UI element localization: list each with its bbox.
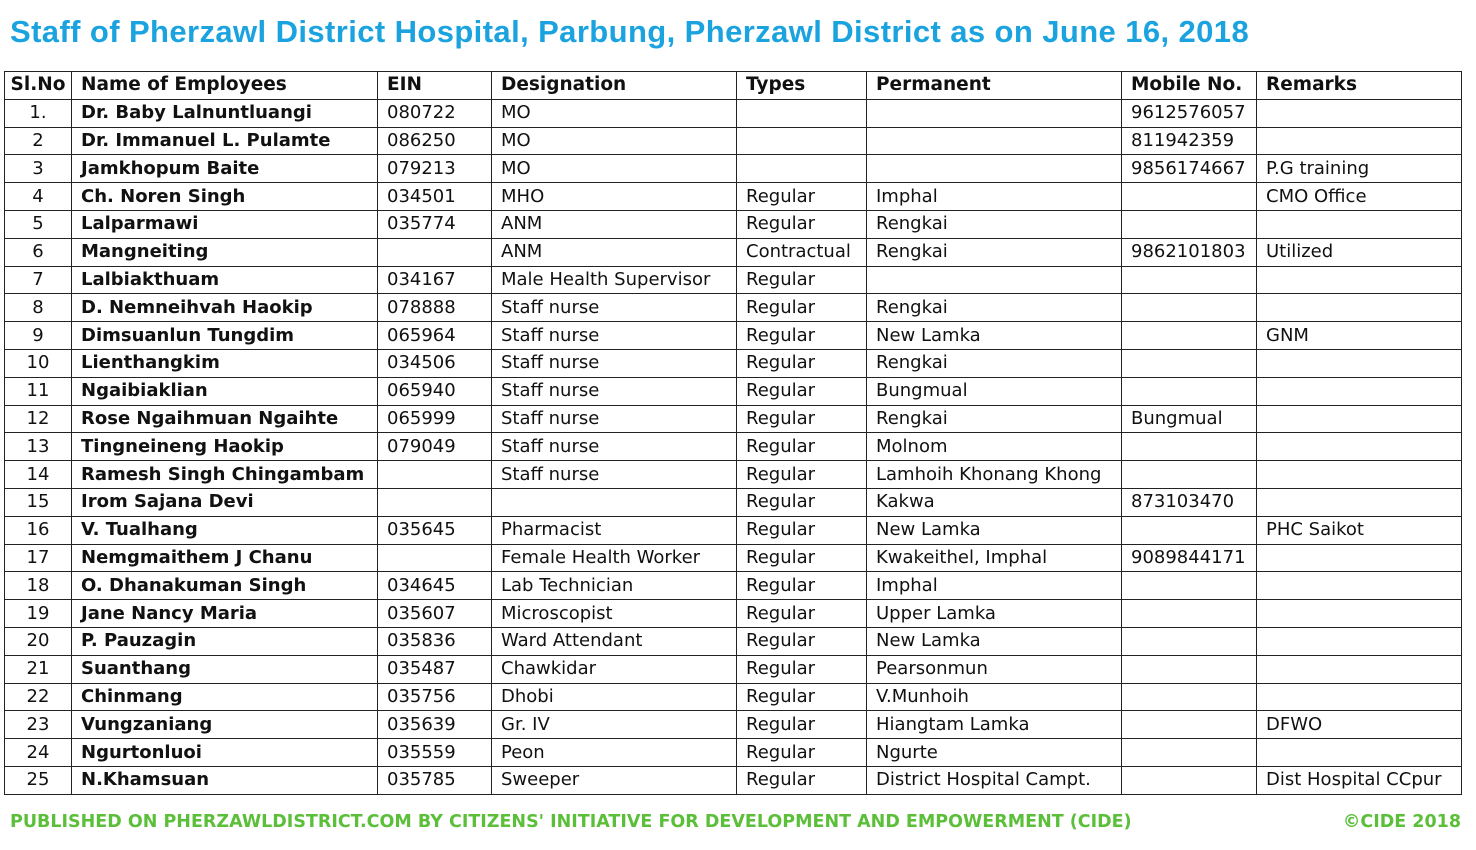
publisher-credit: PUBLISHED ON PHERZAWLDISTRICT.COM BY CITIZENS' INITIATIVE FOR DEVELOPMENT AND EMPOWERMENT (CIDE) [10, 812, 1132, 832]
cell-mobile: 9612576057 [1122, 99, 1257, 127]
cell-remarks [1257, 655, 1462, 683]
cell-remarks: DFWO [1257, 711, 1462, 739]
cell-permanent: Rengkai [867, 405, 1122, 433]
cell-type [737, 99, 867, 127]
cell-sl-no: 4 [5, 183, 72, 211]
table-row [5, 655, 1462, 683]
cell-remarks: CMO Office [1257, 183, 1462, 211]
cell-mobile [1122, 322, 1257, 350]
cell-permanent [867, 99, 1122, 127]
cell-ein [378, 544, 492, 572]
header-name: Name of Employees [72, 72, 378, 100]
cell-mobile [1122, 766, 1257, 794]
cell-permanent: Pearsonmun [867, 655, 1122, 683]
cell-ein [378, 488, 492, 516]
cell-remarks [1257, 461, 1462, 489]
cell-mobile [1122, 461, 1257, 489]
cell-permanent: District Hospital Campt. [867, 766, 1122, 794]
cell-mobile: 9862101803 [1122, 238, 1257, 266]
cell-sl-no: 15 [5, 488, 72, 516]
header-ein: EIN [378, 72, 492, 100]
cell-name: O. Dhanakuman Singh [72, 572, 378, 600]
table-row [5, 516, 1462, 544]
cell-mobile [1122, 572, 1257, 600]
cell-type: Regular [737, 461, 867, 489]
cell-ein: 086250 [378, 127, 492, 155]
cell-type: Regular [737, 572, 867, 600]
cell-designation: ANM [492, 210, 737, 238]
cell-remarks: PHC Saikot [1257, 516, 1462, 544]
cell-remarks [1257, 488, 1462, 516]
staff-table [4, 71, 1462, 795]
cell-name: Jane Nancy Maria [72, 600, 378, 628]
cell-permanent: New Lamka [867, 322, 1122, 350]
cell-type: Regular [737, 488, 867, 516]
table-row [5, 544, 1462, 572]
header-types: Types [737, 72, 867, 100]
cell-permanent [867, 155, 1122, 183]
cell-designation: Staff nurse [492, 377, 737, 405]
table-row [5, 322, 1462, 350]
cell-designation: Staff nurse [492, 433, 737, 461]
cell-type [737, 155, 867, 183]
cell-type: Regular [737, 322, 867, 350]
cell-name: Dimsuanlun Tungdim [72, 322, 378, 350]
cell-permanent: Imphal [867, 183, 1122, 211]
cell-permanent: Kwakeithel, Imphal [867, 544, 1122, 572]
cell-mobile [1122, 600, 1257, 628]
cell-name: Lalparmawi [72, 210, 378, 238]
cell-type: Regular [737, 349, 867, 377]
table-row [5, 349, 1462, 377]
cell-designation: Staff nurse [492, 294, 737, 322]
cell-permanent: New Lamka [867, 627, 1122, 655]
cell-sl-no: 23 [5, 711, 72, 739]
cell-type: Regular [737, 516, 867, 544]
table-row [5, 572, 1462, 600]
cell-remarks [1257, 349, 1462, 377]
table-row [5, 711, 1462, 739]
cell-sl-no: 19 [5, 600, 72, 628]
table-row [5, 461, 1462, 489]
cell-remarks [1257, 600, 1462, 628]
cell-permanent: Upper Lamka [867, 600, 1122, 628]
cell-name: Chinmang [72, 683, 378, 711]
table-row [5, 377, 1462, 405]
cell-designation: MO [492, 155, 737, 183]
cell-ein: 034501 [378, 183, 492, 211]
table-row [5, 99, 1462, 127]
cell-mobile [1122, 683, 1257, 711]
cell-type: Regular [737, 739, 867, 767]
cell-name: Ngurtonluoi [72, 739, 378, 767]
cell-remarks [1257, 99, 1462, 127]
cell-permanent: Rengkai [867, 210, 1122, 238]
cell-ein: 035756 [378, 683, 492, 711]
cell-designation: MHO [492, 183, 737, 211]
table-row [5, 766, 1462, 794]
cell-remarks: Utilized [1257, 238, 1462, 266]
cell-name: Suanthang [72, 655, 378, 683]
cell-name: Irom Sajana Devi [72, 488, 378, 516]
cell-remarks [1257, 544, 1462, 572]
cell-sl-no: 5 [5, 210, 72, 238]
cell-designation: Peon [492, 739, 737, 767]
cell-sl-no: 22 [5, 683, 72, 711]
cell-ein: 065940 [378, 377, 492, 405]
cell-ein: 034645 [378, 572, 492, 600]
cell-type: Regular [737, 627, 867, 655]
cell-mobile: 9089844171 [1122, 544, 1257, 572]
cell-ein: 065999 [378, 405, 492, 433]
table-row [5, 488, 1462, 516]
cell-name: Dr. Baby Lalnuntluangi [72, 99, 378, 127]
cell-designation: Lab Technician [492, 572, 737, 600]
cell-sl-no: 12 [5, 405, 72, 433]
cell-type: Regular [737, 600, 867, 628]
cell-mobile: 9856174667 [1122, 155, 1257, 183]
cell-remarks: Dist Hospital CCpur [1257, 766, 1462, 794]
cell-ein: 035559 [378, 739, 492, 767]
cell-permanent: Lamhoih Khonang Khong [867, 461, 1122, 489]
cell-mobile [1122, 433, 1257, 461]
cell-name: Tingneineng Haokip [72, 433, 378, 461]
cell-remarks [1257, 377, 1462, 405]
cell-name: D. Nemneihvah Haokip [72, 294, 378, 322]
cell-permanent: Hiangtam Lamka [867, 711, 1122, 739]
cell-sl-no: 16 [5, 516, 72, 544]
cell-remarks [1257, 127, 1462, 155]
cell-mobile [1122, 183, 1257, 211]
table-row [5, 433, 1462, 461]
table-row [5, 294, 1462, 322]
cell-ein [378, 461, 492, 489]
cell-sl-no: 21 [5, 655, 72, 683]
cell-designation: Dhobi [492, 683, 737, 711]
cell-ein: 035645 [378, 516, 492, 544]
cell-ein [378, 238, 492, 266]
cell-ein: 034167 [378, 266, 492, 294]
cell-remarks: GNM [1257, 322, 1462, 350]
cell-type: Regular [737, 683, 867, 711]
header-remarks: Remarks [1257, 72, 1462, 100]
table-row [5, 683, 1462, 711]
cell-designation: Sweeper [492, 766, 737, 794]
cell-type: Regular [737, 210, 867, 238]
table-row [5, 238, 1462, 266]
cell-remarks [1257, 405, 1462, 433]
cell-sl-no: 17 [5, 544, 72, 572]
cell-sl-no: 11 [5, 377, 72, 405]
header-sl-no: Sl.No [5, 72, 72, 100]
cell-permanent: Bungmual [867, 377, 1122, 405]
cell-type: Regular [737, 544, 867, 572]
cell-mobile [1122, 266, 1257, 294]
table-row [5, 405, 1462, 433]
cell-sl-no: 14 [5, 461, 72, 489]
cell-remarks [1257, 433, 1462, 461]
table-row [5, 627, 1462, 655]
cell-type: Regular [737, 183, 867, 211]
cell-ein: 065964 [378, 322, 492, 350]
cell-permanent [867, 266, 1122, 294]
cell-name: Ramesh Singh Chingambam [72, 461, 378, 489]
table-row [5, 739, 1462, 767]
cell-mobile [1122, 655, 1257, 683]
cell-sl-no: 6 [5, 238, 72, 266]
cell-type: Regular [737, 405, 867, 433]
cell-sl-no: 2 [5, 127, 72, 155]
cell-mobile [1122, 349, 1257, 377]
cell-sl-no: 25 [5, 766, 72, 794]
cell-ein: 035487 [378, 655, 492, 683]
cell-sl-no: 10 [5, 349, 72, 377]
cell-sl-no: 7 [5, 266, 72, 294]
cell-designation: Ward Attendant [492, 627, 737, 655]
cell-type: Regular [737, 766, 867, 794]
header-mobile: Mobile No. [1122, 72, 1257, 100]
cell-designation: Male Health Supervisor [492, 266, 737, 294]
cell-designation: Chawkidar [492, 655, 737, 683]
copyright-notice: ©CIDE 2018 [1342, 812, 1461, 832]
staff-table-body [5, 99, 1462, 794]
cell-name: Lalbiakthuam [72, 266, 378, 294]
cell-type: Regular [737, 433, 867, 461]
table-row [5, 127, 1462, 155]
cell-designation: Gr. IV [492, 711, 737, 739]
cell-designation: Female Health Worker [492, 544, 737, 572]
cell-type: Regular [737, 711, 867, 739]
cell-sl-no: 1. [5, 99, 72, 127]
cell-permanent: Kakwa [867, 488, 1122, 516]
cell-sl-no: 20 [5, 627, 72, 655]
cell-type [737, 127, 867, 155]
cell-permanent: New Lamka [867, 516, 1122, 544]
cell-designation: Pharmacist [492, 516, 737, 544]
header-permanent: Permanent [867, 72, 1122, 100]
header-designation: Designation [492, 72, 737, 100]
cell-mobile [1122, 739, 1257, 767]
cell-designation: Staff nurse [492, 322, 737, 350]
cell-ein: 035785 [378, 766, 492, 794]
cell-mobile: 811942359 [1122, 127, 1257, 155]
cell-remarks [1257, 683, 1462, 711]
cell-type: Regular [737, 655, 867, 683]
cell-permanent: Imphal [867, 572, 1122, 600]
cell-sl-no: 9 [5, 322, 72, 350]
cell-mobile [1122, 516, 1257, 544]
cell-ein: 079213 [378, 155, 492, 183]
cell-name: Ngaibiaklian [72, 377, 378, 405]
cell-designation: Staff nurse [492, 349, 737, 377]
cell-mobile [1122, 377, 1257, 405]
cell-ein: 080722 [378, 99, 492, 127]
cell-designation: MO [492, 127, 737, 155]
cell-permanent: V.Munhoih [867, 683, 1122, 711]
table-row [5, 266, 1462, 294]
cell-type: Contractual [737, 238, 867, 266]
cell-designation: Staff nurse [492, 405, 737, 433]
cell-type: Regular [737, 266, 867, 294]
cell-remarks [1257, 294, 1462, 322]
cell-remarks [1257, 739, 1462, 767]
cell-permanent: Rengkai [867, 349, 1122, 377]
cell-ein: 035639 [378, 711, 492, 739]
table-row [5, 155, 1462, 183]
cell-sl-no: 3 [5, 155, 72, 183]
cell-name: Mangneiting [72, 238, 378, 266]
cell-sl-no: 13 [5, 433, 72, 461]
cell-designation: Microscopist [492, 600, 737, 628]
cell-ein: 078888 [378, 294, 492, 322]
page-title: Staff of Pherzawl District Hospital, Parbung, Pherzawl District as on June 16, 2018 [10, 14, 1250, 49]
cell-remarks [1257, 627, 1462, 655]
cell-name: Nemgmaithem J Chanu [72, 544, 378, 572]
cell-name: N.Khamsuan [72, 766, 378, 794]
cell-name: Vungzaniang [72, 711, 378, 739]
cell-permanent: Ngurte [867, 739, 1122, 767]
cell-mobile: Bungmual [1122, 405, 1257, 433]
cell-name: P. Pauzagin [72, 627, 378, 655]
cell-name: Rose Ngaihmuan Ngaihte [72, 405, 378, 433]
cell-ein: 034506 [378, 349, 492, 377]
cell-ein: 079049 [378, 433, 492, 461]
cell-sl-no: 18 [5, 572, 72, 600]
cell-name: Ch. Noren Singh [72, 183, 378, 211]
table-row [5, 183, 1462, 211]
cell-ein: 035607 [378, 600, 492, 628]
cell-mobile [1122, 627, 1257, 655]
table-row [5, 600, 1462, 628]
cell-permanent: Rengkai [867, 294, 1122, 322]
cell-sl-no: 24 [5, 739, 72, 767]
cell-type: Regular [737, 377, 867, 405]
cell-remarks [1257, 266, 1462, 294]
cell-designation: Staff nurse [492, 461, 737, 489]
cell-permanent: Rengkai [867, 238, 1122, 266]
cell-ein: 035774 [378, 210, 492, 238]
cell-type: Regular [737, 294, 867, 322]
cell-name: V. Tualhang [72, 516, 378, 544]
cell-sl-no: 8 [5, 294, 72, 322]
cell-remarks [1257, 572, 1462, 600]
cell-permanent [867, 127, 1122, 155]
cell-mobile [1122, 294, 1257, 322]
cell-designation: ANM [492, 238, 737, 266]
table-row [5, 210, 1462, 238]
cell-mobile [1122, 210, 1257, 238]
cell-name: Dr. Immanuel L. Pulamte [72, 127, 378, 155]
cell-remarks [1257, 210, 1462, 238]
cell-name: Lienthangkim [72, 349, 378, 377]
cell-mobile: 873103470 [1122, 488, 1257, 516]
cell-ein: 035836 [378, 627, 492, 655]
cell-designation [492, 488, 737, 516]
cell-remarks: P.G training [1257, 155, 1462, 183]
cell-permanent: Molnom [867, 433, 1122, 461]
cell-mobile [1122, 711, 1257, 739]
cell-designation: MO [492, 99, 737, 127]
cell-name: Jamkhopum Baite [72, 155, 378, 183]
table-header-row [5, 72, 1462, 100]
